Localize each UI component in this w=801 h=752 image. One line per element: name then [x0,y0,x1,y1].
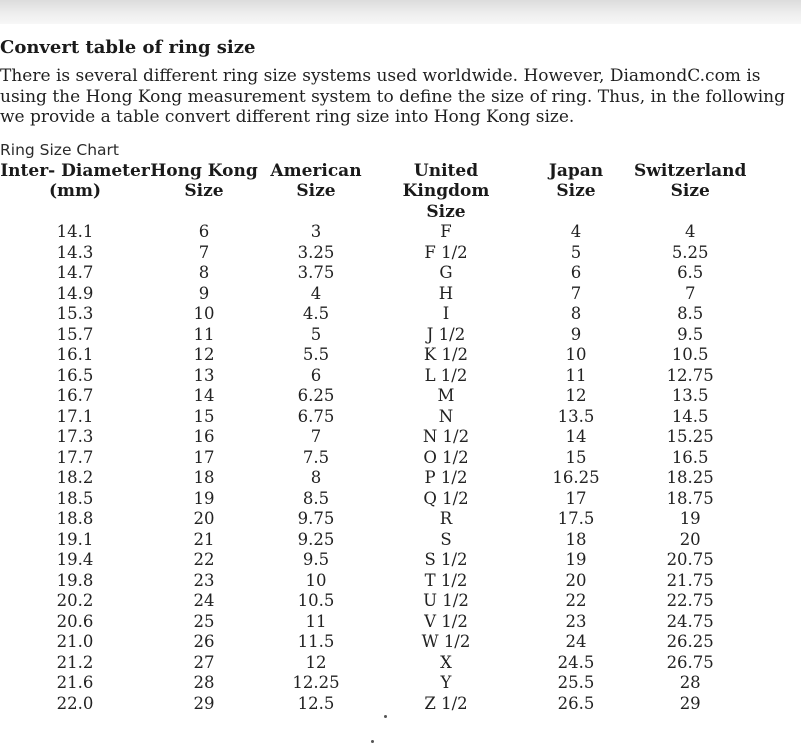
table-row [0,427,746,448]
switzerland-cell: 20 [679,529,701,549]
uk-cell: F [440,222,452,241]
diameter-cell: 21.0 [56,632,94,651]
switzerland-cell: 26.75 [666,652,714,672]
diameter-cell: 18.8 [56,509,94,528]
american-cell: 12.5 [297,693,335,713]
american-cell: 7.5 [302,447,330,467]
intro-paragraph: There is several different ring size systems used worldwide. However, DiamondC.com is using the Hong Kong measurement system to define the size of ring. Thus, in the following we provide a table convert different ring size into Hong Kong size. [0,66,785,127]
table-header-row [0,161,746,223]
japan-cell: 6 [570,263,582,282]
uk-cell: S [440,529,452,549]
table-row [0,284,746,305]
header-hong-kong: Hong Kong Size [150,160,258,201]
uk-cell: W 1/2 [421,632,471,651]
diameter-cell: 20.2 [56,591,94,610]
diameter-cell: 17.1 [56,406,94,426]
diameter-cell: 17.3 [56,427,94,446]
hong-kong-cell: 26 [193,632,215,651]
american-cell: 4.5 [302,304,330,323]
diameter-cell: 19.1 [56,529,94,549]
table-row [0,222,746,243]
switzerland-cell: 12.75 [666,365,714,385]
diameter-cell: 18.5 [56,488,94,508]
uk-cell: Q 1/2 [423,488,469,508]
uk-cell: X [440,652,452,672]
switzerland-cell: 19 [679,509,701,528]
header-american: American Size [270,160,362,201]
hong-kong-cell: 10 [193,304,215,323]
american-cell: 3 [310,222,322,241]
diameter-cell: 21.2 [56,652,94,672]
table-row [0,571,746,592]
table-row [0,612,746,633]
uk-cell: P 1/2 [424,468,468,487]
diameter-cell: 18.2 [56,468,94,487]
diameter-cell: 15.7 [56,324,94,344]
hong-kong-cell: 15 [193,406,215,426]
diameter-cell: 14.3 [56,242,94,262]
hong-kong-cell: 12 [193,345,215,364]
japan-cell: 14 [565,427,587,446]
hong-kong-cell: 29 [193,693,215,713]
table-row [0,448,746,469]
hong-kong-cell: 9 [198,283,210,303]
switzerland-cell: 8.5 [677,304,704,323]
table-row [0,694,746,715]
japan-cell: 15 [565,447,587,467]
table-row [0,468,746,489]
hong-kong-cell: 6 [198,222,210,241]
table-row [0,632,746,653]
japan-cell: 16.25 [552,468,600,487]
american-cell: 6 [310,365,322,385]
uk-cell: N 1/2 [422,427,470,446]
switzerland-cell: 20.75 [666,550,714,569]
switzerland-cell: 29 [679,693,701,713]
table-row [0,530,746,551]
uk-cell: N [438,406,454,426]
japan-cell: 10 [565,345,587,364]
hong-kong-cell: 16 [193,427,215,446]
japan-cell: 7 [570,283,582,303]
uk-cell: G [439,263,453,282]
hong-kong-cell: 24 [193,591,215,610]
header-switzerland: Switzerland Size [634,160,747,201]
american-cell: 4 [310,283,322,303]
table-row [0,509,746,530]
japan-cell: 22 [565,591,587,610]
hong-kong-cell: 20 [193,509,215,528]
american-cell: 9.25 [297,529,335,549]
table-row [0,243,746,264]
switzerland-cell: 26.25 [666,632,714,651]
japan-cell: 5 [570,242,582,262]
diameter-cell: 17.7 [56,447,94,467]
switzerland-cell: 13.5 [671,386,709,405]
american-cell: 9.75 [297,509,335,528]
american-cell: 11.5 [297,632,335,651]
switzerland-cell: 18.25 [666,468,714,487]
hong-kong-cell: 18 [193,468,215,487]
diameter-cell: 14.1 [56,222,94,241]
japan-cell: 23 [565,611,587,631]
table-row [0,653,746,674]
diameter-cell: 20.6 [56,611,94,631]
american-cell: 9.5 [302,550,330,569]
american-cell: 6.75 [297,406,335,426]
uk-cell: U 1/2 [423,591,469,610]
diameter-cell: 14.9 [56,283,94,303]
switzerland-cell: 21.75 [666,570,714,590]
japan-cell: 12 [565,386,587,405]
hong-kong-cell: 8 [198,263,210,282]
uk-cell: O 1/2 [423,447,469,467]
switzerland-cell: 14.5 [671,406,709,426]
uk-cell: R [439,509,453,528]
american-cell: 8.5 [302,488,330,508]
diameter-cell: 16.7 [56,386,94,405]
uk-cell: M [437,386,455,405]
table-row [0,489,746,510]
hong-kong-cell: 17 [193,447,215,467]
japan-cell: 25.5 [557,673,595,692]
diameter-cell: 21.6 [56,673,94,692]
switzerland-cell: 6.5 [677,263,704,282]
uk-cell: L 1/2 [424,365,468,385]
header-diameter: Inter- Diameter (mm) [0,160,150,201]
hong-kong-cell: 11 [193,324,215,344]
japan-cell: 17.5 [557,509,595,528]
hong-kong-cell: 28 [193,673,215,692]
stray-dot [371,740,374,743]
american-cell: 8 [310,468,322,487]
table-body [0,222,746,714]
stray-dot [384,715,387,718]
japan-cell: 17 [565,488,587,508]
switzerland-cell: 4 [684,222,696,241]
japan-cell: 11 [565,365,587,385]
page-title: Convert table of ring size [0,37,256,58]
uk-cell: Z 1/2 [424,693,468,713]
american-cell: 11 [305,611,327,631]
switzerland-cell: 5.25 [671,242,709,262]
hong-kong-cell: 23 [193,570,215,590]
hong-kong-cell: 13 [193,365,215,385]
japan-cell: 9 [570,324,582,344]
switzerland-cell: 28 [679,673,701,692]
american-cell: 12.25 [292,673,340,692]
hong-kong-cell: 21 [193,529,215,549]
american-cell: 3.75 [297,263,335,282]
uk-cell: T 1/2 [424,570,468,590]
diameter-cell: 19.4 [56,550,94,569]
table-row [0,263,746,284]
article-content [0,36,790,714]
american-cell: 10.5 [297,591,335,610]
american-cell: 12 [305,652,327,672]
header-japan: Japan Size [548,160,604,201]
american-cell: 7 [310,427,322,446]
uk-cell: S 1/2 [424,550,468,569]
japan-cell: 26.5 [557,693,595,713]
diameter-cell: 15.3 [56,304,94,323]
diameter-cell: 19.8 [56,570,94,590]
switzerland-cell: 10.5 [671,345,709,364]
table-row [0,550,746,571]
table-row [0,591,746,612]
table-row [0,407,746,428]
hong-kong-cell: 14 [193,386,215,405]
uk-cell: K 1/2 [423,345,469,364]
diameter-cell: 16.1 [56,345,94,364]
japan-cell: 8 [570,304,582,323]
american-cell: 6.25 [297,386,335,405]
japan-cell: 24 [565,632,587,651]
hong-kong-cell: 7 [198,242,210,262]
diameter-cell: 14.7 [56,263,94,282]
switzerland-cell: 16.5 [671,447,709,467]
diameter-cell: 16.5 [56,365,94,385]
japan-cell: 24.5 [557,652,595,672]
switzerland-cell: 24.75 [666,611,714,631]
table-row [0,673,746,694]
ring-size-table [0,161,746,715]
hong-kong-cell: 25 [193,611,215,631]
japan-cell: 18 [565,529,587,549]
uk-cell: J 1/2 [426,324,466,344]
uk-cell: Y [440,673,452,692]
switzerland-cell: 22.75 [666,591,714,610]
table-row [0,366,746,387]
uk-cell: V 1/2 [424,611,468,631]
table-row [0,304,746,325]
hong-kong-cell: 27 [193,652,215,672]
chart-label: Ring Size Chart [0,140,120,159]
uk-cell: I [442,304,450,323]
american-cell: 5.5 [302,345,330,364]
japan-cell: 19 [565,550,587,569]
uk-cell: H [438,283,454,303]
switzerland-cell: 9.5 [677,324,704,344]
switzerland-cell: 7 [684,283,696,303]
american-cell: 5 [310,324,322,344]
switzerland-cell: 18.75 [666,488,714,508]
table-row [0,386,746,407]
hong-kong-cell: 19 [193,488,215,508]
switzerland-cell: 15.25 [666,427,714,446]
table-row [0,325,746,346]
japan-cell: 4 [570,222,582,241]
header-united-kingdom: United Kingdom Size [402,160,490,222]
japan-cell: 20 [565,570,587,590]
hong-kong-cell: 22 [193,550,215,569]
diameter-cell: 22.0 [56,693,94,713]
top-shadow-band [0,0,801,24]
american-cell: 3.25 [297,242,335,262]
japan-cell: 13.5 [557,406,595,426]
uk-cell: F 1/2 [424,242,468,262]
american-cell: 10 [305,570,327,590]
table-row [0,345,746,366]
